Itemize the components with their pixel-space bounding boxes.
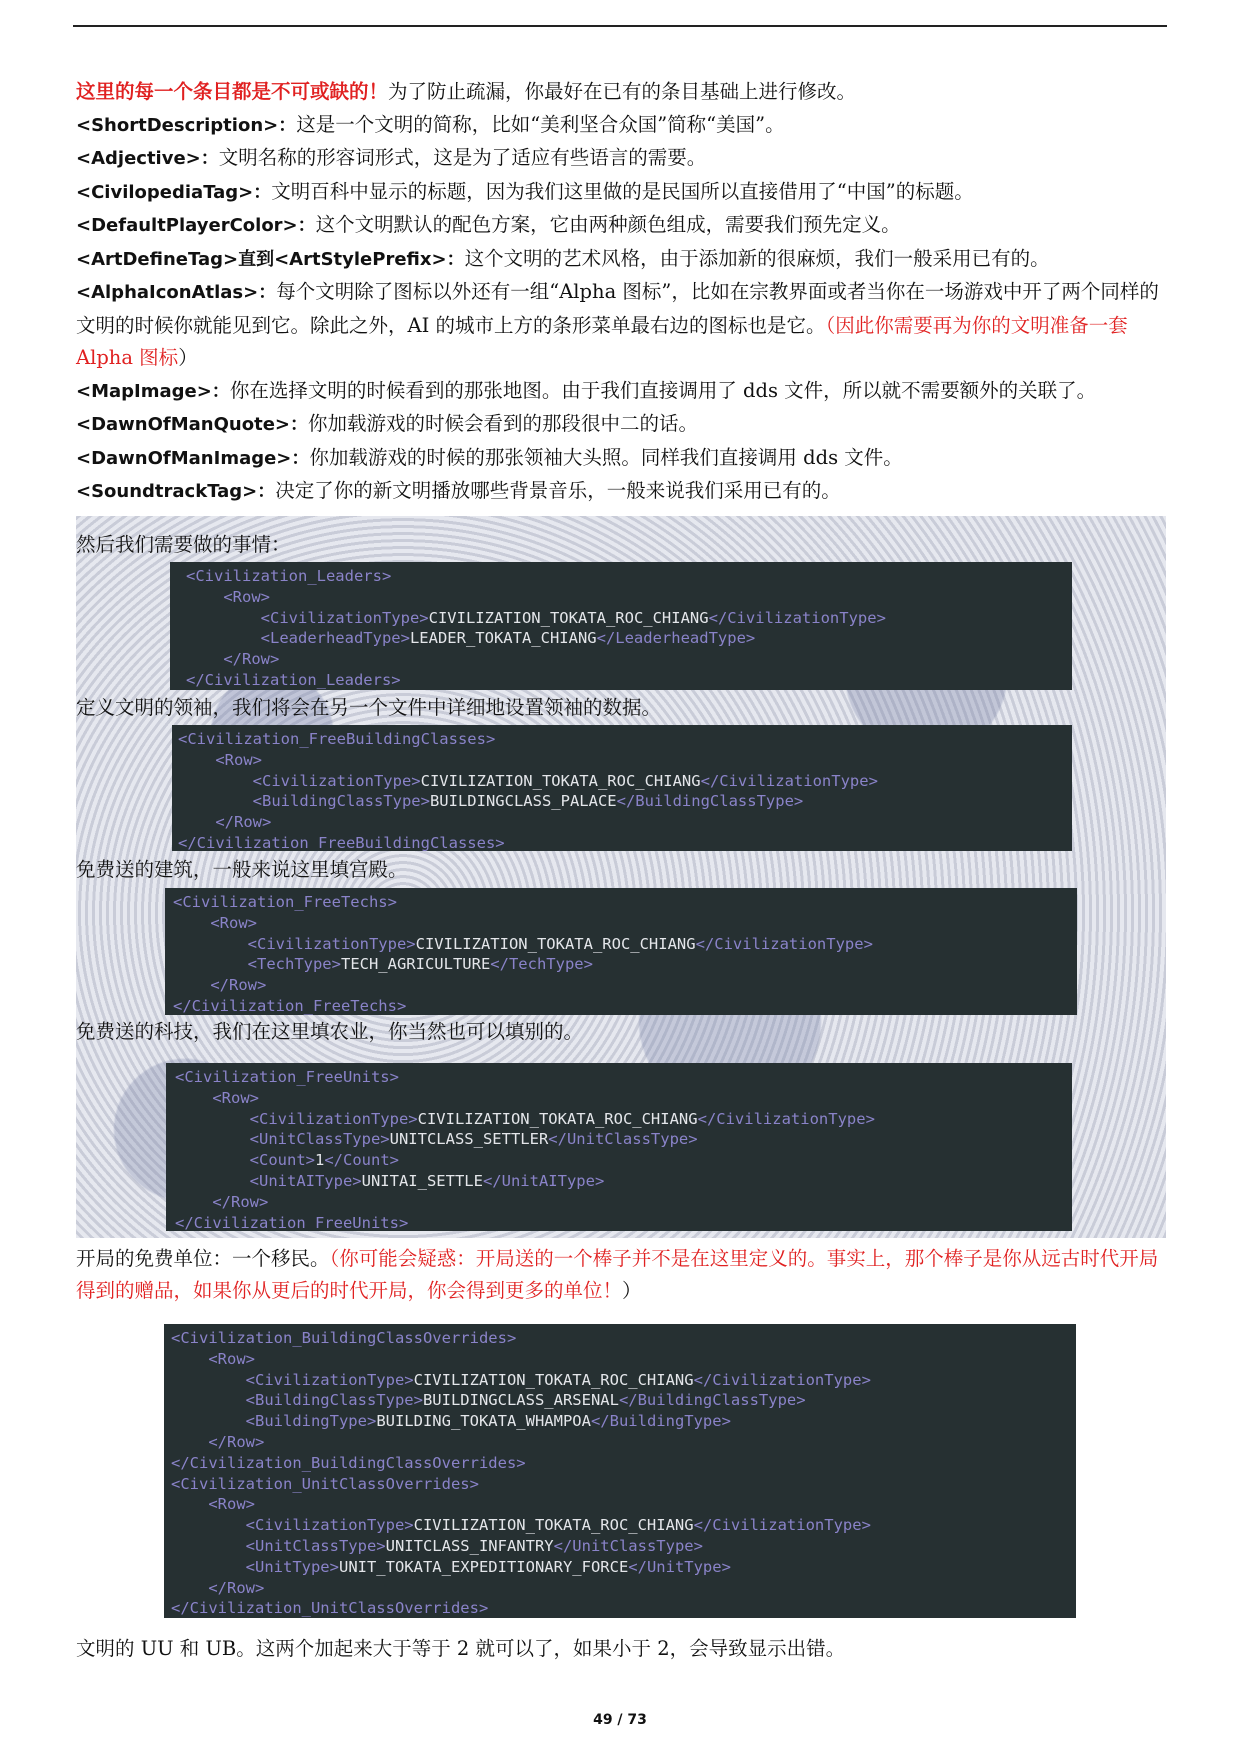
code-line: [186, 566, 1072, 587]
xml-tag: </UnitType>: [628, 1557, 731, 1576]
xml-value: BUILDINGCLASS_ARSENAL: [422, 1391, 619, 1410]
code-line: [171, 1328, 1076, 1349]
xml-tag: </CivilizationType>: [693, 1370, 871, 1389]
field-descriptions: [76, 76, 1166, 509]
code-line: [175, 1067, 1072, 1088]
xml-tag: </Row>: [210, 976, 267, 995]
code-line: [171, 1411, 1076, 1432]
code-line: [171, 1390, 1076, 1411]
code-line: [171, 1536, 1076, 1557]
xml-tag: <CivilizationType>: [249, 1109, 418, 1128]
code-line: [173, 975, 1077, 996]
code-line: [175, 1129, 1072, 1150]
xml-tag: <Row>: [215, 750, 262, 769]
field-map-image: <MapImage>：你在选择文明的时候看到的那张地图。由于我们直接调用了 dds 文件，所以就不需要额外的关联了。: [76, 378, 1097, 402]
xml-tag: </BuildingClassType>: [618, 1391, 806, 1410]
xml-tag: <CivilizationType>: [252, 771, 421, 790]
xml-value: CIVILIZATION_TOKATA_ROC_CHIANG: [413, 1370, 694, 1389]
xml-tag: <Civilization_FreeTechs>: [173, 893, 397, 911]
xml-tag: <Civilization_UnitClassOverrides>: [171, 1474, 479, 1493]
units-caption: 开局的免费单位：一个移民。（你可能会疑惑：开局送的一个棒子并不是在这里定义的。事实上，那个棒子是你从远古时代开局得到的赠品，如果你从更后的时代开局，你会得到更多的单位！）: [76, 1247, 1159, 1302]
xml-tag: <CivilizationType>: [247, 934, 416, 953]
code-line: [178, 833, 1072, 851]
code-line: [171, 1349, 1076, 1370]
then-label: 然后我们需要做的事情：: [76, 533, 291, 556]
xml-tag: </Row>: [223, 650, 280, 669]
field-art-define: <ArtDefineTag>直到<ArtStylePrefix>：这个文明的艺术风格，由于添加新的很麻烦，我们一般采用已有的。: [76, 246, 1050, 270]
xml-value: UNITCLASS_INFANTRY: [385, 1536, 554, 1555]
xml-tag: <UnitClassType>: [245, 1536, 386, 1555]
code-free-techs: [165, 888, 1077, 1015]
xml-tag: <LeaderheadType>: [260, 629, 410, 648]
code-line: [175, 1150, 1072, 1171]
xml-tag: <CivilizationType>: [245, 1516, 414, 1535]
xml-tag: </Civilization_FreeUnits>: [175, 1213, 409, 1231]
field-default-player-color: <DefaultPlayerColor>：这个文明默认的配色方案，它由两种颜色组成，需要我们预先定义。: [76, 213, 901, 236]
field-civilopedia-tag: <CivilopediaTag>：文明百科中显示的标题，因为我们这里做的是民国所以直接借用了“中国”的标题。: [76, 179, 974, 203]
code-line: [173, 996, 1077, 1015]
xml-tag: <Count>: [249, 1151, 315, 1170]
xml-tag: <UnitAIType>: [249, 1171, 362, 1190]
xml-tag: </UnitAIType>: [482, 1171, 605, 1190]
code-line: [186, 628, 1072, 649]
xml-tag: </CivilizationType>: [700, 771, 878, 790]
xml-tag: </BuildingClassType>: [616, 792, 804, 811]
code-line: [173, 954, 1077, 975]
code-line: [171, 1370, 1076, 1391]
code-line: [175, 1192, 1072, 1213]
code-line: [173, 892, 1077, 913]
xml-tag: <UnitClassType>: [249, 1130, 390, 1149]
leaders-caption: 定义文明的领袖，我们将会在另一个文件中详细地设置领袖的数据。: [76, 696, 662, 719]
uu-ub-caption: 文明的 UU 和 UB。这两个加起来大于等于 2 就可以了，如果小于 2，会导致显示出错。: [76, 1637, 846, 1660]
page-number: 49 / 73: [593, 1712, 647, 1728]
field-soundtrack: <SoundtrackTag>：决定了你的新文明播放哪些背景音乐，一般来说我们采用已有的。: [76, 479, 841, 502]
xml-value: BUILDINGCLASS_PALACE: [429, 792, 617, 811]
xml-tag: </Row>: [208, 1578, 265, 1597]
field-dawn-quote: <DawnOfManQuote>：你加载游戏的时候会看到的那段很中二的话。: [76, 412, 699, 435]
xml-tag: </UnitClassType>: [553, 1536, 703, 1555]
xml-tag: <Civilization_Leaders>: [186, 567, 392, 585]
code-line: [171, 1494, 1076, 1515]
field-dawn-image: <DawnOfManImage>：你加载游戏的时候的那张领袖大头照。同样我们直接调用 dds 文件。: [76, 445, 903, 469]
xml-value: CIVILIZATION_TOKATA_ROC_CHIANG: [413, 1516, 694, 1535]
xml-tag: <Row>: [223, 587, 270, 606]
xml-tag: </Civilization_Leaders>: [186, 670, 401, 689]
xml-tag: <Civilization_BuildingClassOverrides>: [171, 1329, 517, 1347]
xml-value: UNITCLASS_SETTLER: [389, 1130, 549, 1149]
code-line: [178, 771, 1072, 792]
code-class-overrides: [164, 1324, 1076, 1618]
xml-value: TECH_AGRICULTURE: [340, 955, 491, 974]
code-line: [175, 1088, 1072, 1109]
code-line: [175, 1109, 1072, 1130]
xml-tag: </CivilizationType>: [693, 1516, 871, 1535]
xml-value: LEADER_TOKATA_CHIANG: [409, 629, 597, 648]
code-line: [178, 812, 1072, 833]
xml-tag: <BuildingClassType>: [252, 792, 430, 811]
xml-value: UNIT_TOKATA_EXPEDITIONARY_FORCE: [338, 1557, 629, 1576]
xml-tag: <TechType>: [247, 955, 341, 974]
field-alpha-icon-atlas: <AlphaIconAtlas>：每个文明除了图标以外还有一组“Alpha 图标”，比如在宗教界面或者当你在一场游戏中开了两个同样的文明的时候你就能见到它。除此之外，AI 的城市上方的条形菜单最右边的图标也是它。（因此你需要再为你的文明准备一套 Alpha 图标）: [76, 280, 1159, 369]
code-free-building-classes: [172, 725, 1072, 851]
warning-rest: 为了防止疏漏，你最好在已有的条目基础上进行修改。: [388, 80, 857, 103]
xml-tag: <Row>: [210, 913, 257, 932]
xml-tag: </CivilizationType>: [695, 934, 873, 953]
xml-tag: </TechType>: [490, 955, 593, 974]
xml-tag: </Civilization_UnitClassOverrides>: [171, 1599, 489, 1618]
code-line: [173, 934, 1077, 955]
xml-tag: </Row>: [208, 1432, 265, 1451]
xml-tag: </Row>: [215, 813, 272, 832]
xml-value: UNITAI_SETTLE: [361, 1171, 483, 1190]
xml-tag: <Civilization_FreeUnits>: [175, 1068, 399, 1086]
xml-tag: </CivilizationType>: [697, 1109, 875, 1128]
xml-value: BUILDING_TOKATA_WHAMPOA: [376, 1412, 591, 1431]
code-line: [171, 1453, 1076, 1474]
xml-value: CIVILIZATION_TOKATA_ROC_CHIANG: [415, 934, 696, 953]
xml-value: CIVILIZATION_TOKATA_ROC_CHIANG: [420, 771, 701, 790]
code-line: [186, 649, 1072, 670]
field-adjective: <Adjective>：文明名称的形容词形式，这是为了适应有些语言的需要。: [76, 146, 707, 169]
code-line: [175, 1171, 1072, 1192]
code-line: [171, 1557, 1076, 1578]
header-rule: [73, 25, 1167, 27]
code-free-units: [166, 1063, 1072, 1231]
code-line: [178, 791, 1072, 812]
warning-text: 这里的每一个条目都是不可或缺的！: [76, 80, 389, 103]
xml-tag: <Civilization_FreeBuildingClasses>: [178, 730, 496, 748]
code-line: [171, 1474, 1076, 1495]
buildings-caption: 免费送的建筑，一般来说这里填宫殿。: [76, 858, 408, 881]
xml-tag: <CivilizationType>: [245, 1370, 414, 1389]
xml-tag: <BuildingClassType>: [245, 1391, 423, 1410]
xml-value: CIVILIZATION_TOKATA_ROC_CHIANG: [417, 1109, 698, 1128]
code-line: [171, 1578, 1076, 1599]
xml-tag: </Row>: [212, 1192, 269, 1211]
field-short-description: <ShortDescription>：这是一个文明的简称，比如“美利坚合众国”简称“美国”。: [76, 112, 785, 136]
xml-tag: </Civilization_BuildingClassOverrides>: [171, 1453, 526, 1472]
xml-tag: <UnitType>: [245, 1557, 339, 1576]
code-civilization-leaders: [170, 562, 1072, 690]
code-line: [171, 1515, 1076, 1536]
code-line: [186, 608, 1072, 629]
intro-line: [76, 76, 1166, 109]
xml-tag: </Count>: [324, 1151, 399, 1170]
code-line: [173, 913, 1077, 934]
xml-tag: </LeaderheadType>: [596, 629, 756, 648]
xml-tag: </Civilization_FreeBuildingClasses>: [178, 833, 505, 851]
code-line: [175, 1213, 1072, 1231]
code-line: [171, 1432, 1076, 1453]
xml-value: CIVILIZATION_TOKATA_ROC_CHIANG: [428, 608, 709, 627]
code-line: [171, 1598, 1076, 1618]
xml-tag: </BuildingType>: [590, 1412, 731, 1431]
xml-tag: <BuildingType>: [245, 1412, 377, 1431]
xml-tag: </CivilizationType>: [708, 608, 886, 627]
xml-value: 1: [314, 1151, 325, 1170]
code-line: [186, 587, 1072, 608]
xml-tag: <Row>: [212, 1088, 259, 1107]
code-line: [178, 750, 1072, 771]
xml-tag: <Row>: [208, 1349, 255, 1368]
code-line: [186, 670, 1072, 690]
code-line: [178, 729, 1072, 750]
xml-tag: <CivilizationType>: [260, 608, 429, 627]
xml-tag: <Row>: [208, 1495, 255, 1514]
xml-tag: </Civilization_FreeTechs>: [173, 996, 407, 1015]
techs-caption: 免费送的科技，我们在这里填农业，你当然也可以填别的。: [76, 1020, 584, 1043]
xml-tag: </UnitClassType>: [548, 1130, 698, 1149]
